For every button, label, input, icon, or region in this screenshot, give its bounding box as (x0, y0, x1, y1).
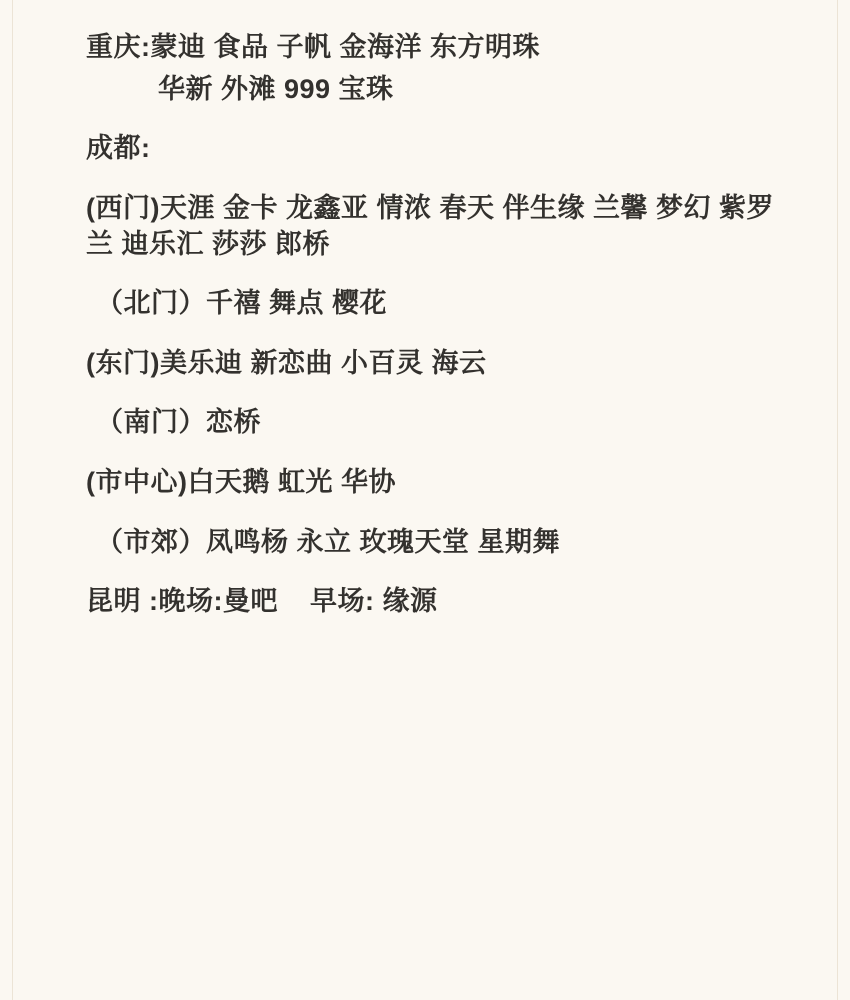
text-line: （市郊）凤鸣杨 永立 玫瑰天堂 星期舞 (96, 526, 561, 557)
text-line: (市中心)白天鹅 虹光 华协 (86, 467, 396, 497)
left-edge-rule (12, 0, 13, 1000)
text-line: （南门）恋桥 (96, 407, 261, 438)
text-line: 重庆:蒙迪 食品 子帆 金海洋 东方明珠 (86, 32, 540, 62)
text-line: (西门)天涯 金卡 龙鑫亚 情浓 春天 伴生缘 兰馨 梦幻 紫罗兰 迪乐汇 莎莎 郎桥 (86, 192, 774, 259)
text-line: 成都: (86, 133, 151, 164)
text-line: 昆明 :晚场:曼吧 早场: 缘源 (86, 586, 438, 617)
right-edge-rule (837, 0, 838, 1000)
document-body (86, 30, 790, 644)
text-line: (东门)美乐迪 新恋曲 小百灵 海云 (86, 347, 487, 378)
text-line: 华新 外滩 999 宝珠 (158, 73, 394, 104)
text-line: （北门）千禧 舞点 樱花 (96, 288, 388, 319)
